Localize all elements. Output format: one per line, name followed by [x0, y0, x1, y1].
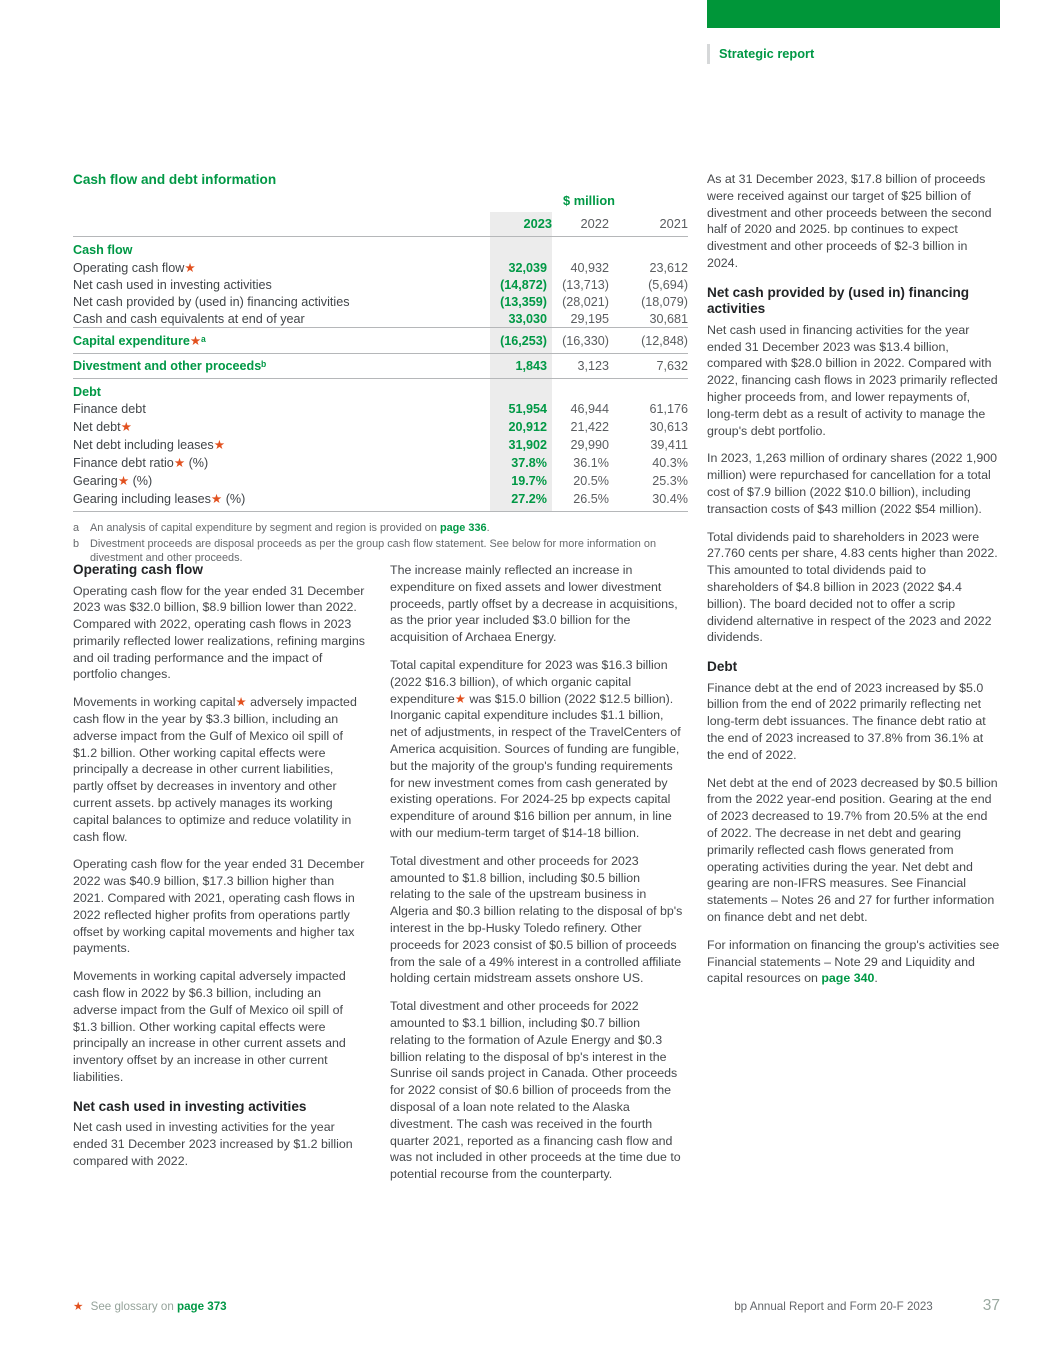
value-2021: 30,613	[649, 420, 689, 434]
spacer-cell	[73, 191, 490, 212]
row-label: Net cash provided by (used in) financing activities	[73, 294, 350, 309]
value-2022: 29,990	[570, 438, 609, 452]
value-2023: 1,843	[490, 354, 552, 379]
value-2021: 23,612	[649, 260, 689, 275]
middle-text-column	[390, 562, 684, 1194]
value-2022: 21,422	[570, 420, 609, 434]
paragraph: Net debt at the end of 2023 decreased by $0.5 billion from the 2022 year-end position. Gearing at the end of 2023 decreased to 19.7% from 20.5% at the end of 2022. The decrease in net debt and gearing primarily reflected cash flows generated from operating activities during the year. Net debt and gearing are non-IFRS measures. See Financial statements – Notes 26 and 27 for further information on finance debt and net debt.	[707, 775, 998, 924]
value-2021: (12,848)	[614, 328, 688, 354]
paragraph: Net cash used in financing activities for the year ended 31 December 2023 was $13.4 billion, compared with $28.0 billion in 2022. Compared with 2022, financing cash flows in 2023 primarily reflected higher proceeds from, and lower repayments of, long-term debt as a result of activity to manage the group's debt portfolio.	[707, 322, 998, 438]
glossary-star-icon: ★	[73, 1300, 84, 1313]
value-2021: (18,079)	[641, 294, 689, 309]
page-link[interactable]: page 373	[177, 1300, 227, 1313]
value-2023: 27.2%	[490, 490, 552, 512]
table-row	[73, 379, 688, 401]
row-label: Net cash used in investing activities	[73, 277, 272, 292]
value-2022: 29,195	[570, 311, 609, 326]
column-heading: Net cash provided by (used in) financing activities	[707, 284, 970, 317]
glossary-star-icon: ★	[210, 492, 223, 506]
value-2022	[552, 236, 614, 258]
value-2023: 19.7%	[490, 472, 552, 490]
table-row	[73, 401, 688, 418]
glossary-footnote: ★ See glossary on page 373	[73, 1300, 227, 1313]
footnote-marker: a	[73, 522, 80, 534]
table-row	[73, 436, 688, 454]
glossary-star-icon: ★	[454, 691, 466, 706]
spacer-cell	[73, 212, 490, 237]
paragraph: Total dividends paid to shareholders in 2023 were 27.760 cents per share, 4.83 cents higher than 2022. This amounted to total dividends paid to shareholders of $4.8 billion in 2023 (2022 $4.4 billion). The board decided not to offer a scrip dividend alternative in respect of the 2023 and 2022 dividends.	[707, 529, 998, 645]
value-2023	[490, 379, 552, 401]
paragraph: Net cash used in investing activities for the year ended 31 December 2023 increased by $1.2 billion compared with 2022.	[73, 1120, 353, 1168]
paragraph: Movements in working capital adversely impacted cash flow in 2022 by $6.3 billion, including an adverse impact from the Gulf of Mexico oil spill of $1.3 billion. Other working capital effects were principally an increase in other current assets and inventory offset by an increase in other current liabilities.	[73, 969, 346, 1085]
table-row	[73, 418, 688, 436]
paragraph: For information on financing the group's activities see Financial statements – Note 29 and Liquidity and capital resources on page 340.	[707, 937, 1000, 986]
column-heading: Operating cash flow	[73, 562, 203, 577]
paragraph: In 2023, 1,263 million of ordinary shares (2022 1,900 million) were repurchased for cancellation for a total cost of $7.9 billion (2022 $10.0 billion), including transaction costs of $43 million (2022 $54 million).	[707, 451, 997, 516]
row-label: Net debt★	[73, 420, 132, 434]
value-2023: (14,872)	[490, 276, 552, 293]
table-row	[73, 454, 688, 472]
row-label: Debt	[73, 385, 101, 399]
report-title: bp Annual Report and Form 20-F 2023	[734, 1300, 933, 1313]
unit-row	[73, 191, 688, 212]
row-label: Operating cash flow★	[73, 260, 196, 275]
column-heading: Net cash used in investing activities	[73, 1098, 307, 1114]
value-2022: 40,932	[570, 260, 609, 275]
value-2021	[614, 379, 688, 401]
row-label: Gearing★ (%)	[73, 474, 153, 488]
footnote-text: Divestment proceeds are disposal proceeds as per the group cash flow statement. See below for more information on divestment and other proceeds.	[90, 537, 657, 564]
row-label: Capital expenditure★ᵃ	[73, 328, 490, 354]
footer-right	[707, 1297, 1000, 1315]
row-label: Gearing including leases★ (%)	[73, 490, 490, 512]
value-2022: 46,944	[570, 402, 609, 416]
table-row	[73, 258, 688, 276]
table-row	[73, 328, 688, 354]
page-number: 37	[982, 1297, 1000, 1314]
value-2022: 20.5%	[573, 474, 609, 488]
value-2021	[614, 236, 688, 258]
value-2022: (13,713)	[562, 277, 609, 292]
table-row	[73, 490, 688, 512]
paragraph: As at 31 December 2023, $17.8 billion of proceeds were received against our target of $25 billion of divestment and other proceeds between the second half of 2020 and 2025. bp continues to expect divestment and other proceeds of $2-3 billion in 2024.	[707, 172, 992, 270]
value-2021: 30.4%	[614, 490, 688, 512]
value-2021: 7,632	[614, 354, 688, 379]
right-text-column	[707, 171, 1001, 998]
value-2023: (13,359)	[490, 293, 552, 310]
table-row	[73, 472, 688, 490]
footnote-marker: b	[73, 537, 80, 550]
paragraph: Total capital expenditure for 2023 was $16.3 billion (2022 $16.3 billion), of which organic capital expenditure★ was $15.0 billion (2022 $12.5 billion). Inorganic capital expenditure includes $1.1 billion, net of adjustments, in respect of the TravelCenters of America acquisition. Sources of funding are fungible, but the majority of the group's funding requirements for new investment comes from cash generated by existing operations. For 2024-25 bp expects capital expenditure of around $16 billion per annum, in line with our medium-term target of $14-18 billion.	[390, 657, 681, 840]
value-2023: 33,030	[490, 310, 552, 328]
glossary-star-icon: ★	[189, 334, 202, 348]
row-label: Cash and cash equivalents at end of year	[73, 311, 305, 326]
unit-label: $ million	[563, 192, 615, 208]
footnote-a	[73, 521, 688, 536]
row-label: Finance debt ratio★ (%)	[73, 456, 209, 470]
section-tab-strategic-report: Strategic report	[707, 44, 814, 64]
value-2023: 51,954	[490, 401, 552, 418]
table-title: Cash flow and debt information	[73, 172, 277, 187]
value-2022: (28,021)	[562, 294, 609, 309]
year-header-row	[73, 212, 688, 237]
paragraph: The increase mainly reflected an increase in expenditure on fixed assets and lower divestment proceeds, partly offset by a decrease in acquisitions, as the prior year included $3.0 billion for the acquisition of Archaea Energy.	[390, 563, 678, 645]
value-2022: 3,123	[552, 354, 614, 379]
glossary-star-icon: ★	[173, 456, 186, 470]
value-2023: 31,902	[490, 436, 552, 454]
row-label: Divestment and other proceedsᵇ	[73, 354, 490, 379]
column-heading: Debt	[707, 659, 738, 675]
value-2022: (16,330)	[552, 328, 614, 354]
paragraph: Movements in working capital★ adversely impacted cash flow in the year by $3.3 billion, including an adverse impact from the Gulf of Mexico oil spill of $1.2 billion. Other working capital effects were principally a decrease in other current liabilities, partly offset by decreases in inventory and other current assets. bp actively manages its working capital balances to optimize and reduce volatility in cash flow.	[73, 695, 357, 844]
page-link[interactable]: page 340	[821, 971, 875, 986]
year-2022: 2022	[552, 212, 614, 237]
glossary-star-icon: ★	[213, 438, 226, 452]
value-2021: 25.3%	[652, 474, 689, 488]
year-2023: 2023	[490, 212, 552, 237]
glossary-star-icon: ★	[117, 474, 130, 488]
value-2023: 32,039	[490, 258, 552, 276]
table-row	[73, 310, 688, 328]
glossary-star-icon: ★	[120, 420, 132, 434]
paragraph: Operating cash flow for the year ended 31 December 2022 was $40.9 billion, $17.3 billion higher than 2021. Compared with 2021, operating cash flows in 2022 reflected higher profits from operations partly offset by working capital movements and higher tax payments.	[73, 857, 365, 956]
value-2023: (16,253)	[490, 328, 552, 354]
cash-flow-debt-table-area	[73, 172, 688, 567]
table-row	[73, 354, 688, 379]
value-2022: 26.5%	[552, 490, 614, 512]
value-2021: 39,411	[650, 438, 689, 452]
paragraph: Total divestment and other proceeds for 2022 amounted to $3.1 billion, including $0.7 billion relating to the formation of Azule Energy and $0.3 billion relating to the disposal of bp's interest in the Sunrise oil sands project in Canada. Other proceeds for 2022 consist of $0.6 billion of proceeds from the disposal of a loan note related to the Alaska divestment. The cash was received in the fourth quarter 2021, reported as a financing cash flow and was not included in other proceeds at the time due to potential recourse from the counterparty.	[390, 999, 681, 1182]
value-2021: 40.3%	[652, 456, 689, 470]
value-2021: 30,681	[649, 311, 689, 326]
value-2023: 37.8%	[490, 454, 552, 472]
paragraph: Total divestment and other proceeds for 2023 amounted to $1.8 billion, including $0.5 billion relating to the sale of the upstream business in Algeria and $0.3 billion relating to the disposal of bp's interest in the bp-Husky Toledo refinery. Other proceeds for 2023 consist of $0.5 billion of proceeds from the sale of a 49% interest in a controlled affiliate holding certain midstream assets onshore US.	[390, 853, 683, 986]
row-label: Net debt including leases★	[73, 438, 226, 452]
value-2023	[490, 236, 552, 258]
row-label: Finance debt	[73, 402, 146, 416]
year-2021: 2021	[614, 212, 688, 237]
table-row	[73, 276, 688, 293]
glossary-star-icon: ★	[184, 260, 196, 275]
paragraph: Operating cash flow for the year ended 31 December 2023 was $32.0 billion, $8.9 billion lower than 2022. Compared with 2022, operating cash flows in 2023 primarily reflected lower realizations, refining margins and oil trading performance and the impact of portfolio changes.	[73, 583, 365, 682]
value-2021: (5,694)	[648, 277, 689, 292]
cash-flow-debt-table	[73, 191, 688, 512]
page-link[interactable]: page 336	[439, 522, 487, 534]
left-text-column	[73, 562, 367, 1181]
value-2022: 36.1%	[573, 456, 609, 470]
paragraph: Finance debt at the end of 2023 increased by $5.0 billion from the end of 2022 primarily reflecting net long-term debt issuances. The finance debt ratio at the end of 2023 increased to 37.8% from 36.1% at the end of 2022.	[707, 680, 986, 762]
value-2023: 20,912	[490, 418, 552, 436]
footnote-text: An analysis of capital expenditure by segment and region is provided on page 336.	[90, 522, 490, 534]
value-2022	[552, 379, 614, 401]
row-label: Cash flow	[73, 242, 133, 257]
value-2021: 61,176	[649, 402, 689, 416]
glossary-star-icon: ★	[235, 695, 247, 710]
table-row	[73, 293, 688, 310]
header-green-bar	[707, 0, 1000, 28]
table-footnotes	[73, 521, 688, 566]
table-row	[73, 236, 688, 258]
